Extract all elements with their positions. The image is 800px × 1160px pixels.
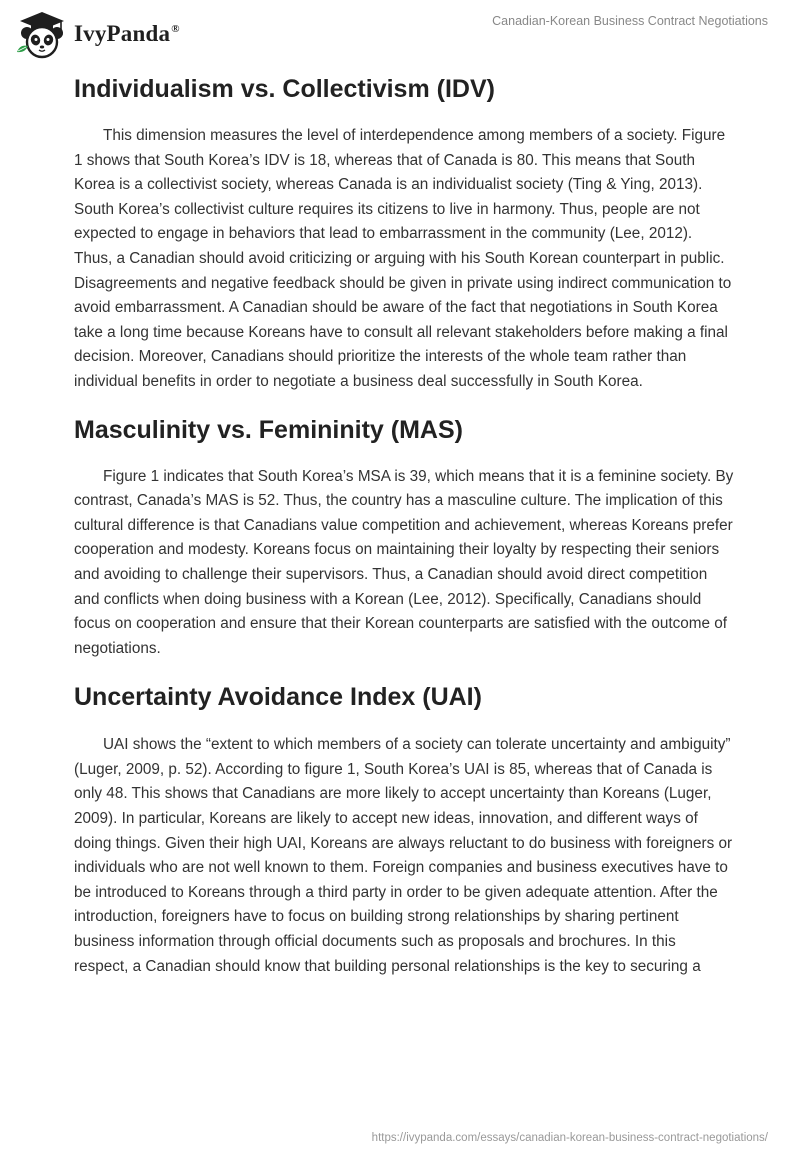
section-paragraph-mas: Figure 1 indicates that South Korea’s MSA is 39, which means that it is a feminine society. By contrast, Canada’s MAS is 52. Thus, the country has a masculine culture. The implication of this cultural difference is that Canadians value competition and achievement, whereas Koreans prefer cooperation and modesty. Koreans focus on maintaining their loyalty by respecting their seniors and avoiding to challenge their supervisors. Thus, a Canadian should avoid direct competition and conflicts when doing business with a Korean (Lee, 2012). Specifically, Canadians should focus on cooperation and ensure that their Korean counterparts are satisfied with the outcome of negotiations. bbox=[74, 467, 734, 657]
source-url[interactable]: https://ivypanda.com/essays/canadian-korean-business-contract-negotiations/ bbox=[371, 1132, 768, 1144]
page-header bbox=[0, 0, 800, 70]
registered-mark: ® bbox=[171, 23, 180, 36]
brand-name: IvyPanda® bbox=[74, 21, 180, 46]
panda-graduate-icon bbox=[14, 6, 70, 62]
essay-content bbox=[74, 72, 734, 979]
section-paragraph-idv: This dimension measures the level of interdependence among members of a society. Figure 1 shows that South Korea’s IDV is 18, whereas that of Canada is 80. This means that South Korea is a collectivist society, whereas Canada is an individualist society (Ting & Ying, 2013). South Korea’s collectivist culture requires its citizens to live in harmony. Thus, people are not expected to engage in behaviors that lead to embarrassment in the community (Lee, 2012). Thus, a Canadian should avoid criticizing or arguing with his South Korean counterpart in public. Disagreements and negative feedback should be given in private using indirect communication to avoid embarrassment. A Canadian should be aware of the fact that negotiations in South Korea take a long time because Koreans have to consult all relevant stakeholders before making a final decision. Moreover, Canadians should prioritize the interests of the whole team rather than individual benefits in order to negotiate a business deal successfully in South Korea. bbox=[74, 127, 732, 390]
document-title: Canadian-Korean Business Contract Negotiations bbox=[492, 14, 768, 28]
section-paragraph-uai: UAI shows the “extent to which members of a society can tolerate uncertainty and ambiguity” (Luger, 2009, p. 52). According to figure 1, South Korea’s UAI is 85, whereas that of Canada is only 48. This shows that Canadians are more likely to accept uncertainty than Koreans (Luger, 2009). In particular, Koreans are likely to accept new ideas, innovation, and different ways of doing things. Given their high UAI, Koreans are always reluctant to do business with foreigners or individuals who are not well known to them. Foreign companies and business executives have to be introduced to Koreans through a third party in order to be given adequate attention. After the introduction, foreigners have to focus on building strong relationships by sharing pertinent business information through official documents such as proposals and brochures. In this respect, a Canadian should know that building personal relationships is the key to securing a bbox=[74, 736, 733, 975]
section-heading-mas: Masculinity vs. Femininity (MAS) bbox=[74, 415, 463, 444]
brand-logo[interactable] bbox=[14, 6, 180, 62]
section-heading-uai: Uncertainty Avoidance Index (UAI) bbox=[74, 683, 482, 712]
section-heading-idv: Individualism vs. Collectivism (IDV) bbox=[74, 75, 495, 103]
